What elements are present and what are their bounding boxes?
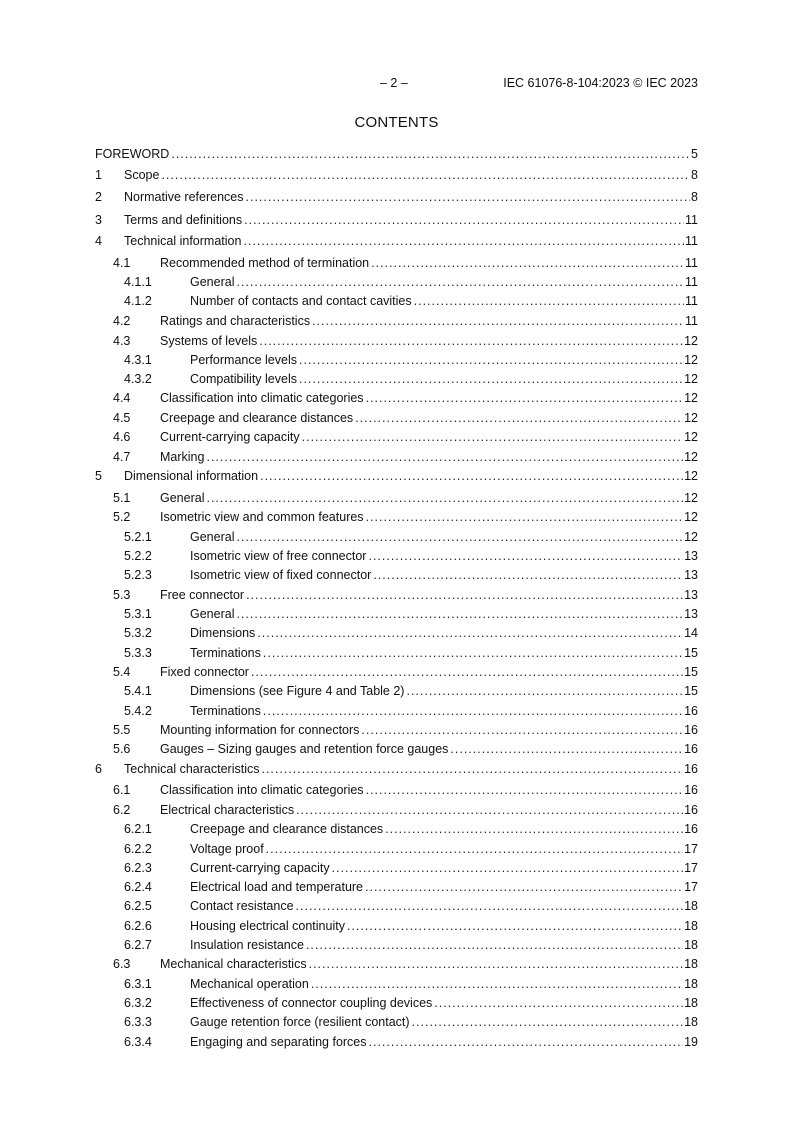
toc-entry-number: 6.2.2	[124, 842, 152, 856]
toc-entry-page-number: 18	[684, 977, 698, 991]
toc-entry-title: Current-carrying capacity	[160, 430, 300, 444]
toc-entry-page-number: 18	[684, 1015, 698, 1029]
toc-entry-title: Mounting information for connectors	[160, 723, 360, 737]
toc-entry-number: 4.1.1	[124, 275, 152, 289]
dot-leader	[243, 233, 684, 249]
toc-entry[interactable]	[95, 146, 698, 162]
toc-entry-title: Fixed connector	[160, 665, 249, 679]
dot-leader	[373, 567, 683, 583]
dot-leader	[366, 390, 684, 406]
toc-entry-title: Terms and definitions	[124, 213, 243, 227]
toc-entry-title: Mechanical characteristics	[160, 957, 307, 971]
toc-entry-title: Terminations	[190, 704, 261, 718]
toc-entry-title: Technical characteristics	[124, 762, 260, 776]
toc-entry-page-number: 16	[684, 723, 698, 737]
dot-leader	[263, 645, 683, 661]
toc-entry-title: General	[190, 275, 235, 289]
dot-leader	[296, 802, 683, 818]
toc-entry[interactable]	[95, 212, 698, 228]
toc-entry-title: Dimensions (see Figure 4 and Table 2)	[190, 684, 405, 698]
toc-entry-number: 4	[95, 234, 102, 248]
toc-entry-title: Gauge retention force (resilient contact)	[190, 1015, 410, 1029]
toc-entry[interactable]	[95, 879, 698, 895]
toc-entry-page-number: 13	[684, 607, 698, 621]
toc-entry[interactable]	[95, 898, 698, 914]
dot-leader	[299, 352, 683, 368]
dot-leader	[260, 468, 683, 484]
toc-entry[interactable]	[95, 937, 698, 953]
toc-entry-title: Dimensions	[190, 626, 256, 640]
toc-entry[interactable]	[95, 352, 698, 368]
toc-entry[interactable]	[95, 313, 698, 329]
toc-entry[interactable]	[95, 548, 698, 564]
toc-entry-title: Isometric view of fixed connector	[190, 568, 372, 582]
toc-entry-page-number: 16	[684, 742, 698, 756]
dot-leader	[355, 410, 683, 426]
toc-entry[interactable]	[95, 429, 698, 445]
toc-entry-number: 4.2	[113, 314, 131, 328]
toc-entry-number: 4.1.2	[124, 294, 152, 308]
toc-entry-page-number: 11	[685, 294, 698, 308]
toc-entry-title: Electrical load and temperature	[190, 880, 364, 894]
toc-entry[interactable]	[95, 860, 698, 876]
toc-entry[interactable]	[95, 371, 698, 387]
toc-entry-number: 5.3.2	[124, 626, 152, 640]
toc-entry-title: Terminations	[190, 646, 261, 660]
toc-entry-number: 5.2.3	[124, 568, 152, 582]
dot-leader	[450, 741, 683, 757]
toc-entry-title: Scope	[124, 168, 160, 182]
toc-entry[interactable]	[95, 410, 698, 426]
toc-entry[interactable]	[95, 703, 698, 719]
toc-entry[interactable]	[95, 490, 698, 506]
toc-entry-number: 5.6	[113, 742, 131, 756]
dot-leader	[257, 625, 683, 641]
toc-entry-title: Number of contacts and contact cavities	[190, 294, 412, 308]
toc-entry-page-number: 18	[684, 899, 698, 913]
dot-leader	[306, 937, 683, 953]
toc-entry-page-number: 18	[684, 996, 698, 1010]
toc-entry-number: 2	[95, 190, 102, 204]
toc-entry[interactable]	[95, 956, 698, 972]
toc-entry-number: 5.3.1	[124, 607, 152, 621]
toc-entry-number: 6.3.4	[124, 1035, 152, 1049]
dot-leader	[347, 918, 683, 934]
toc-entry-page-number: 14	[684, 626, 698, 640]
toc-entry-title: Mechanical operation	[190, 977, 309, 991]
toc-entry[interactable]	[95, 664, 698, 680]
toc-entry-page-number: 12	[684, 391, 698, 405]
toc-entry-page-number: 12	[684, 353, 698, 367]
toc-entry-page-number: 11	[685, 275, 698, 289]
dot-leader	[259, 333, 683, 349]
toc-entry[interactable]	[95, 167, 698, 183]
toc-entry[interactable]	[95, 468, 698, 484]
toc-entry-number: 4.3.1	[124, 353, 152, 367]
toc-entry-title: General	[190, 607, 235, 621]
dot-leader	[302, 429, 683, 445]
toc-entry-page-number: 16	[684, 822, 698, 836]
toc-entry-title: Effectiveness of connector coupling devices	[190, 996, 433, 1010]
dot-leader	[385, 821, 683, 837]
toc-entry[interactable]	[95, 1034, 698, 1050]
dot-leader	[412, 1014, 684, 1030]
toc-entry-page-number: 17	[684, 880, 698, 894]
toc-entry[interactable]	[95, 782, 698, 798]
toc-entry[interactable]	[95, 761, 698, 777]
toc-entry-number: 5.3	[113, 588, 131, 602]
dot-leader	[299, 371, 683, 387]
dot-leader	[236, 606, 683, 622]
toc-entry-number: 6	[95, 762, 102, 776]
toc-entry-number: 6.3.1	[124, 977, 152, 991]
toc-entry[interactable]	[95, 741, 698, 757]
toc-entry-number: 4.3	[113, 334, 131, 348]
dot-leader	[261, 761, 683, 777]
toc-entry-number: 4.1	[113, 256, 131, 270]
dot-leader	[244, 212, 684, 228]
toc-entry-title: Dimensional information	[124, 469, 259, 483]
toc-entry-title: Creepage and clearance distances	[190, 822, 384, 836]
toc-entry-page-number: 15	[684, 646, 698, 660]
toc-entry-title: Voltage proof	[190, 842, 264, 856]
toc-entry-number: 5.1	[113, 491, 131, 505]
toc-entry-number: 6.2.3	[124, 861, 152, 875]
toc-entry-number: 5.5	[113, 723, 131, 737]
dot-leader	[309, 956, 684, 972]
toc-entry-title: General	[190, 530, 235, 544]
dot-leader	[369, 1034, 684, 1050]
toc-entry[interactable]	[95, 390, 698, 406]
toc-entry-title: Current-carrying capacity	[190, 861, 330, 875]
toc-entry[interactable]	[95, 293, 698, 309]
toc-entry[interactable]	[95, 255, 698, 271]
toc-entry-page-number: 16	[684, 762, 698, 776]
toc-entry-title: Isometric view of free connector	[190, 549, 367, 563]
toc-entry[interactable]	[95, 1014, 698, 1030]
toc-entry[interactable]	[95, 918, 698, 934]
toc-entry-page-number: 5	[691, 147, 698, 161]
toc-entry-title: Technical information	[124, 234, 242, 248]
toc-entry-title: Recommended method of termination	[160, 256, 370, 270]
toc-entry-page-number: 13	[684, 588, 698, 602]
toc-entry-title: Gauges – Sizing gauges and retention force gauges	[160, 742, 449, 756]
dot-leader	[266, 841, 683, 857]
dot-leader	[311, 976, 683, 992]
toc-entry-title: Ratings and characteristics	[160, 314, 311, 328]
toc-entry-number: 5.4	[113, 665, 131, 679]
toc-entry[interactable]	[95, 274, 698, 290]
dot-leader	[161, 167, 690, 183]
toc-entry[interactable]	[95, 189, 698, 205]
dot-leader	[361, 722, 683, 738]
toc-entry[interactable]	[95, 449, 698, 465]
toc-entry-title: Isometric view and common features	[160, 510, 364, 524]
toc-entry-title: Systems of levels	[160, 334, 258, 348]
toc-entry-number: 5.4.1	[124, 684, 152, 698]
dot-leader	[366, 782, 684, 798]
toc-entry-page-number: 17	[684, 861, 698, 875]
toc-entry-title: Creepage and clearance distances	[160, 411, 354, 425]
toc-entry-number: 4.3.2	[124, 372, 152, 386]
dot-leader	[251, 664, 683, 680]
toc-entry-number: 5.4.2	[124, 704, 152, 718]
toc-entry-number: 6.1	[113, 783, 131, 797]
toc-entry-number: 6.3	[113, 957, 131, 971]
dot-leader	[371, 255, 684, 271]
toc-entry[interactable]	[95, 587, 698, 603]
toc-entry-page-number: 15	[684, 665, 698, 679]
toc-entry-page-number: 11	[685, 234, 698, 248]
dot-leader	[246, 587, 683, 603]
dot-leader	[236, 529, 683, 545]
dot-leader	[332, 860, 683, 876]
toc-entry-title: Housing electrical continuity	[190, 919, 345, 933]
page-number: – 2 –	[380, 76, 408, 90]
toc-entry-page-number: 12	[684, 372, 698, 386]
toc-entry-number: 6.3.3	[124, 1015, 152, 1029]
dot-leader	[171, 146, 690, 162]
toc-entry-page-number: 12	[684, 510, 698, 524]
toc-entry[interactable]	[95, 509, 698, 525]
toc-entry-title: Classification into climatic categories	[160, 783, 364, 797]
toc-entry-title: Contact resistance	[190, 899, 294, 913]
toc-entry-page-number: 16	[684, 783, 698, 797]
toc-entry-number: 6.2.6	[124, 919, 152, 933]
toc-entry-number: 3	[95, 213, 102, 227]
page-title: CONTENTS	[354, 114, 439, 131]
toc-entry-page-number: 12	[684, 469, 698, 483]
dot-leader	[414, 293, 684, 309]
toc-entry-page-number: 17	[684, 842, 698, 856]
toc-entry-page-number: 15	[684, 684, 698, 698]
document-identifier: IEC 61076-8-104:2023 © IEC 2023	[503, 76, 698, 90]
toc-entry[interactable]	[95, 529, 698, 545]
toc-entry-number: 5.3.3	[124, 646, 152, 660]
toc-entry-page-number: 16	[684, 803, 698, 817]
toc-entry-page-number: 11	[685, 256, 698, 270]
toc-entry-number: 4.7	[113, 450, 131, 464]
toc-entry-number: 6.2.7	[124, 938, 152, 952]
dot-leader	[246, 189, 691, 205]
toc-entry-title: Engaging and separating forces	[190, 1035, 367, 1049]
toc-entry[interactable]	[95, 802, 698, 818]
dot-leader	[236, 274, 684, 290]
page-header	[95, 76, 698, 92]
toc-entry-title: General	[160, 491, 205, 505]
toc-entry[interactable]	[95, 995, 698, 1011]
toc-entry-page-number: 18	[684, 957, 698, 971]
toc-entry[interactable]	[95, 976, 698, 992]
toc-entry-title: Electrical characteristics	[160, 803, 295, 817]
toc-entry-number: 6.2.5	[124, 899, 152, 913]
dot-leader	[368, 548, 683, 564]
dot-leader	[434, 995, 683, 1011]
toc-entry-title: FOREWORD	[95, 147, 170, 161]
toc-entry-title: Classification into climatic categories	[160, 391, 364, 405]
toc-entry[interactable]	[95, 722, 698, 738]
toc-entry-page-number: 11	[685, 314, 698, 328]
toc-entry-page-number: 8	[691, 190, 698, 204]
toc-entry-page-number: 12	[684, 491, 698, 505]
toc-entry[interactable]	[95, 567, 698, 583]
toc-entry-number: 5.2	[113, 510, 131, 524]
toc-entry-page-number: 16	[684, 704, 698, 718]
toc-entry[interactable]	[95, 233, 698, 249]
dot-leader	[206, 449, 683, 465]
dot-leader	[312, 313, 684, 329]
toc-entry-page-number: 12	[684, 450, 698, 464]
dot-leader	[366, 509, 684, 525]
toc-entry-page-number: 13	[684, 568, 698, 582]
dot-leader	[365, 879, 683, 895]
toc-entry-page-number: 12	[684, 334, 698, 348]
toc-entry-title: Insulation resistance	[190, 938, 304, 952]
toc-entry-page-number: 13	[684, 549, 698, 563]
toc-entry[interactable]	[95, 645, 698, 661]
toc-entry-title: Free connector	[160, 588, 245, 602]
toc-entry-number: 6.2	[113, 803, 131, 817]
toc-entry[interactable]	[95, 821, 698, 837]
toc-entry-title: Marking	[160, 450, 205, 464]
toc-entry-title: Compatibility levels	[190, 372, 297, 386]
toc-entry-page-number: 12	[684, 430, 698, 444]
toc-entry-number: 1	[95, 168, 102, 182]
toc-entry-number: 4.4	[113, 391, 131, 405]
dot-leader	[406, 683, 683, 699]
dot-leader	[206, 490, 683, 506]
toc-entry-title: Performance levels	[190, 353, 297, 367]
toc-entry-page-number: 19	[684, 1035, 698, 1049]
toc-entry-number: 5.2.1	[124, 530, 152, 544]
toc-entry-number: 6.2.4	[124, 880, 152, 894]
toc-entry[interactable]	[95, 683, 698, 699]
toc-entry-number: 4.6	[113, 430, 131, 444]
dot-leader	[296, 898, 684, 914]
toc-entry-number: 5.2.2	[124, 549, 152, 563]
toc-entry-page-number: 8	[691, 168, 698, 182]
toc-entry-number: 5	[95, 469, 102, 483]
toc-entry-number: 6.2.1	[124, 822, 152, 836]
toc-entry[interactable]	[95, 841, 698, 857]
toc-entry-page-number: 12	[684, 411, 698, 425]
toc-entry[interactable]	[95, 333, 698, 349]
toc-entry-title: Normative references	[124, 190, 244, 204]
toc-entry-page-number: 12	[684, 530, 698, 544]
toc-entry-page-number: 11	[685, 213, 698, 227]
toc-entry-page-number: 18	[684, 938, 698, 952]
toc-entry[interactable]	[95, 625, 698, 641]
toc-entry-number: 4.5	[113, 411, 131, 425]
dot-leader	[263, 703, 683, 719]
toc-entry-number: 6.3.2	[124, 996, 152, 1010]
toc-entry[interactable]	[95, 606, 698, 622]
toc-entry-page-number: 18	[684, 919, 698, 933]
